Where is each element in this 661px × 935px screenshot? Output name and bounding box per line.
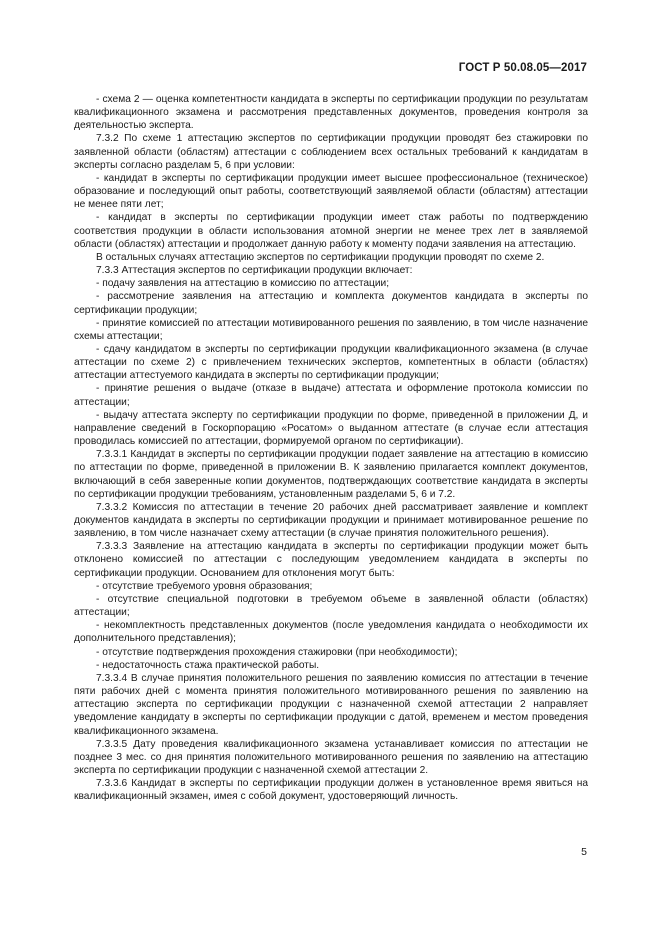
- paragraph: - отсутствие требуемого уровня образования;: [96, 580, 313, 592]
- paragraph: 7.3.3.4 В случае принятия положительного решения по заявлению комиссия по аттестации в течение пяти рабочих дней с момента принятия положительного мотивированного решения по заявлению на аттестацию эксперта по сертификации продукции с назначенной схемой аттестации 2 направляет уведомление кандидату в эксперты по сертификации продукции с датой, временем и местом проведения квалификационного экзамена.: [74, 672, 588, 737]
- paragraph: - выдачу аттестата эксперту по сертификации продукции по форме, приведенной в приложении Д, и направление сведений в Госкорпорацию «Росатом» о выданном аттестате (в случае если аттестация проводилась комиссией по аттестации, формируемой органом по сертификации).: [74, 409, 588, 448]
- paragraph: - отсутствие специальной подготовки в требуемом объеме в заявленной области (областях) аттестации;: [74, 593, 588, 619]
- paragraph: - кандидат в эксперты по сертификации продукции имеет стаж работы по подтверждению соответствия продукции в области использования атомной энергии не менее трех лет в заявляемой области (областях) аттестации и продолжает данную работу к моменту подачи заявления на аттестацию.: [74, 212, 588, 250]
- document-code-header: ГОСТ Р 50.08.05—2017: [458, 62, 587, 74]
- paragraph: - принятие комиссией по аттестации мотивированного решения по заявлению, в том числе назначение схемы аттестации;: [74, 317, 588, 342]
- paragraph: 7.3.2 По схеме 1 аттестацию экспертов по сертификации продукции проводят без стажировки по заявленной области (областям) аттестации с соблюдением всех остальных требований к кандидатам в эксперты согласно разделам 5, 6 при условии:: [74, 133, 588, 171]
- paragraph: 7.3.3.3 Заявление на аттестацию кандидата в эксперты по сертификации продукции может быть отклонено комиссией по аттестации с последующим уведомлением кандидата в эксперты по сертификации продукции. Основанием для отклонения могут быть:: [74, 541, 588, 579]
- page-number: 5: [581, 846, 587, 858]
- paragraph: В остальных случаях аттестацию экспертов по сертификации продукции проводят по схеме 2.: [96, 251, 545, 263]
- paragraph: - рассмотрение заявления на аттестацию и комплекта документов кандидата в эксперты по сертификации продукции;: [74, 291, 588, 316]
- paragraph: 7.3.3 Аттестация экспертов по сертификации продукции включает:: [96, 265, 413, 277]
- paragraph: - кандидат в эксперты по сертификации продукции имеет высшее профессиональное (техническое) образование и последующий опыт работы, соответствующий заявляемой области (областям) аттестации не менее пяти лет;: [74, 172, 588, 211]
- paragraph: - сдачу кандидатом в эксперты по сертификации продукции квалификационного экзамена (в случае аттестации по схеме 2) с привлечением технических экспертов, компетентных в области (областях) аттестации аттестуемого кандидата в эксперты по сертификации продукции;: [74, 343, 588, 382]
- paragraph: - недостаточность стажа практической работы.: [96, 659, 320, 671]
- paragraph: - отсутствие подтверждения прохождения стажировки (при необходимости);: [96, 646, 458, 658]
- paragraph: - подачу заявления на аттестацию в комиссию по аттестации;: [96, 278, 390, 290]
- paragraph: - принятие решения о выдаче (отказе в выдаче) аттестата и оформление протокола комиссии по аттестации;: [74, 383, 588, 408]
- paragraph: 7.3.3.1 Кандидат в эксперты по сертификации продукции подает заявление на аттестацию в комиссию по аттестации по форме, приведенной в приложении В. К заявлению прилагается комплект документов, включающий в себя заверенные копии документов, подтверждающих соответствие кандидата в эксперты по сертификации продукции требованиям, установленным разделами 5, 6 и 7.2.: [74, 449, 588, 500]
- paragraph: - схема 2 — оценка компетентности кандидата в эксперты по сертификации продукции по результатам квалификационного экзамена и рассмотрения представленных документов, проведения контроля за деятельностью эксперта.: [74, 94, 588, 132]
- paragraph: 7.3.3.6 Кандидат в эксперты по сертификации продукции должен в установленное время явиться на квалификационный экзамен, имея с собой документ, удостоверяющий личность.: [74, 778, 588, 803]
- paragraph: 7.3.3.5 Дату проведения квалификационного экзамена устанавливает комиссия по аттестации не позднее 3 мес. со дня принятия положительного мотивированного решения по заявлению на аттестацию эксперта по сертификации продукции с назначенной схемой аттестации 2.: [74, 738, 588, 776]
- paragraph: - некомплектность представленных документов (после уведомления кандидата о необходимости их дополнительного представления);: [74, 620, 588, 645]
- paragraph: 7.3.3.2 Комиссия по аттестации в течение 20 рабочих дней рассматривает заявление и комплект документов кандидата в эксперты по сертификации продукции и принимает мотивированное решение по заявлению, в том числе назначает схему аттестации (в случае принятия положительного решения).: [74, 501, 588, 540]
- document-body: [74, 93, 588, 803]
